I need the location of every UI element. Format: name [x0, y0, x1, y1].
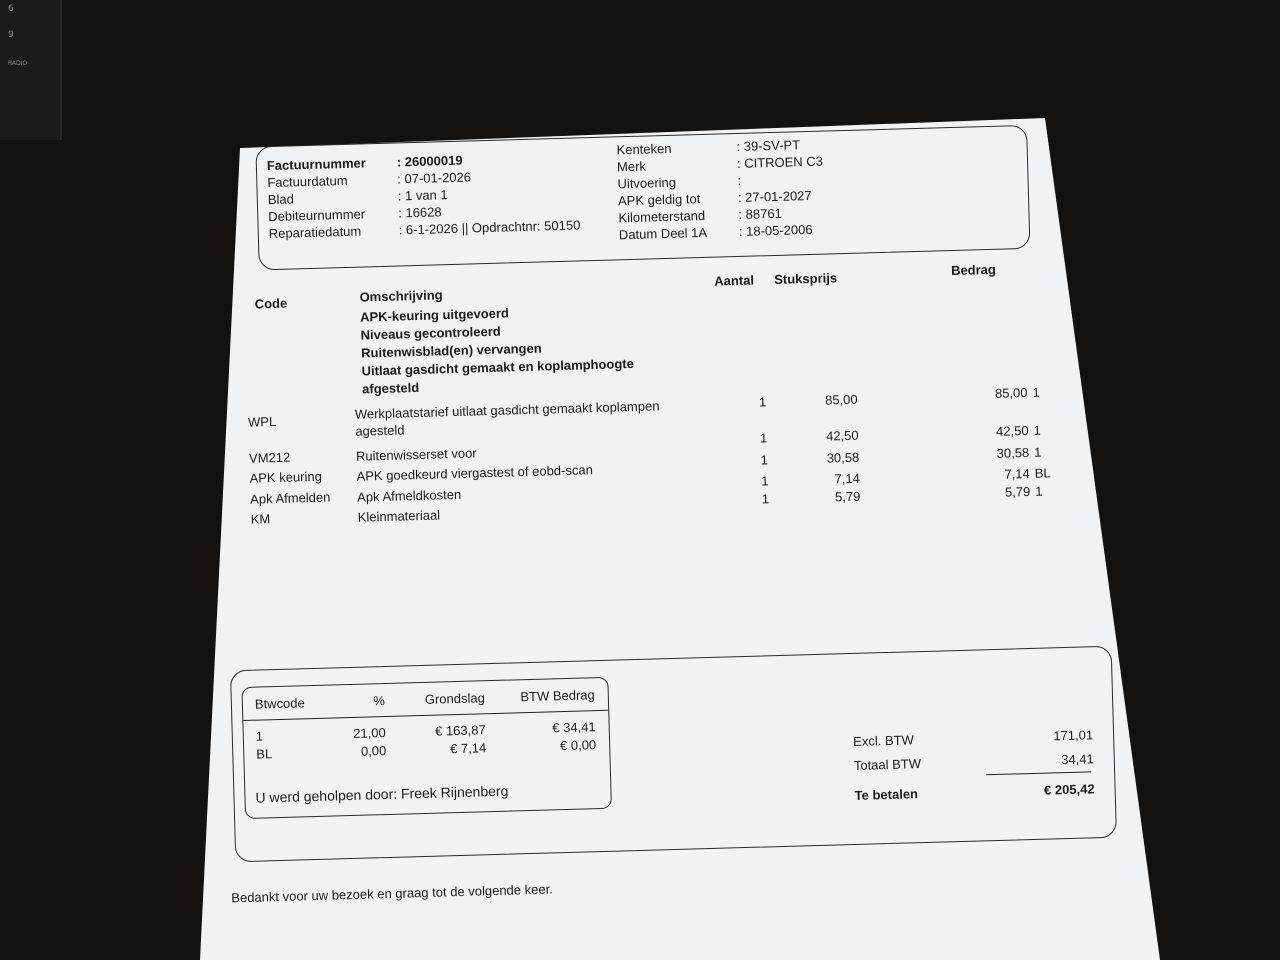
field-factuurdatum: Factuurdatum : 07-01-2026 [267, 169, 472, 191]
column-unit-price: Stuksprijs [774, 270, 838, 287]
total-pay-label: Te betalen [854, 786, 919, 803]
vat-cell: 1 [255, 728, 264, 744]
vehicle-fields-right [616, 136, 825, 244]
vat-cell: 0,00 [360, 743, 387, 759]
invoice-sheet [231, 110, 1137, 934]
field-merk: Merk : CITROEN C3 [616, 153, 824, 175]
item-price: 7,14 [834, 470, 861, 487]
field-factuurnummer: Factuurnummer : 26000019 [266, 152, 463, 174]
item-qty: 1 [761, 473, 769, 489]
item-amount: 30,58 [996, 444, 1030, 461]
item-btw-code: 1 [1032, 384, 1040, 400]
vat-cell: € 163,87 [434, 722, 486, 739]
field-debiteurnummer: Debiteurnummer : 16628 [268, 204, 442, 225]
item-code: Apk Afmelden [249, 489, 331, 507]
total-excl-label: Excl. BTW [852, 732, 915, 749]
vat-header-base: Grondslag [424, 690, 486, 707]
item-price: 30,58 [826, 449, 860, 466]
item-description: Apk Afmeldkosten [356, 486, 462, 505]
field-kenteken: Kenteken : 39-SV-PT [616, 137, 801, 158]
vat-header-row [255, 686, 605, 714]
vat-header-code: Btwcode [254, 695, 305, 712]
column-code: Code [254, 295, 288, 312]
corner-mark: 9 [8, 30, 14, 40]
total-excl-row [853, 727, 1093, 754]
field-uitvoering: Uitvoering : [617, 172, 742, 192]
header-box [255, 125, 1030, 271]
corner-mark: 6 [8, 4, 14, 14]
item-price: 5,79 [834, 488, 861, 505]
item-btw-code: 1 [1035, 483, 1043, 499]
column-description: Omschrijving [359, 287, 443, 305]
item-code: WPL [247, 413, 277, 430]
item-btw-code: 1 [1033, 422, 1041, 438]
item-qty: 1 [759, 430, 768, 446]
total-vat-label: Totaal BTW [853, 756, 922, 773]
field-kilometerstand: Kilometerstand : 88761 [618, 205, 782, 226]
work-line: afgesteld [361, 379, 420, 397]
item-price: 85,00 [824, 391, 858, 408]
vat-cell: 21,00 [352, 725, 386, 741]
item-btw-code: 1 [1033, 444, 1042, 460]
field-apk-geldig-tot: APK geldig tot : 27-01-2027 [617, 187, 812, 209]
vat-cell: BL [256, 746, 273, 762]
item-code: APK keuring [249, 468, 323, 486]
field-datum-deel-1a: Datum Deel 1A : 18-05-2006 [618, 221, 813, 243]
item-amount: 5,79 [1004, 483, 1031, 500]
item-price: 42,50 [825, 427, 859, 444]
invoice-fields-left [267, 148, 581, 242]
vat-cell: € 0,00 [559, 737, 597, 754]
column-qty: Aantal [714, 272, 755, 289]
work-line: Ruitenwisblad(en) vervangen [360, 340, 542, 361]
field-blad: Blad : 1 van 1 [267, 187, 448, 208]
item-description: Werkplaatstarief uitlaat gasdicht gemaakt koplampen agesteld [354, 398, 660, 439]
work-line: Niveaus gecontroleerd [360, 323, 501, 343]
vat-cell: € 7,14 [449, 740, 487, 757]
vat-header-percent: % [373, 693, 386, 709]
vat-box [241, 677, 612, 819]
column-amount: Bedrag [950, 261, 997, 279]
item-amount: 42,50 [995, 422, 1029, 439]
item-code: VM212 [248, 449, 291, 466]
vat-header-amount: BTW Bedrag [520, 687, 595, 705]
total-vat-value: 34,41 [1061, 751, 1094, 768]
item-description: APK goedkeurd viergastest of eobd-scan [356, 462, 594, 484]
item-btw-code: BL [1034, 465, 1051, 481]
item-code: KM [250, 511, 271, 527]
footer-thanks: Bedankt voor uw bezoek en graag tot de volgende keer. [231, 881, 554, 906]
item-qty: 1 [761, 491, 770, 507]
vat-cell: € 34,41 [552, 719, 596, 736]
work-line: Uitlaat gasdicht gemaakt en koplamphoogte [361, 355, 635, 379]
background-device-corner [0, 0, 62, 140]
work-line: APK-keuring uitgevoerd [359, 305, 510, 325]
helped-by: U werd geholpen door: Freek Rijnenberg [255, 782, 509, 806]
item-amount: 7,14 [1004, 465, 1030, 482]
item-amount: 85,00 [994, 384, 1028, 401]
field-reparatiedatum: Reparatiedatum : 6-1-2026 || Opdrachtnr: 50150 [268, 217, 581, 242]
total-pay-row [854, 781, 1094, 808]
total-vat-row [854, 751, 1094, 778]
item-qty: 1 [758, 394, 767, 410]
total-excl-value: 171,01 [1053, 727, 1094, 744]
item-qty: 1 [760, 452, 769, 468]
total-pay-value: € 205,42 [1043, 781, 1095, 798]
item-description: Kleinmateriaal [357, 507, 441, 525]
item-description: Ruitenwisserset voor [355, 445, 477, 464]
totals-box [230, 646, 1117, 863]
corner-mark: RADIO [8, 60, 28, 67]
